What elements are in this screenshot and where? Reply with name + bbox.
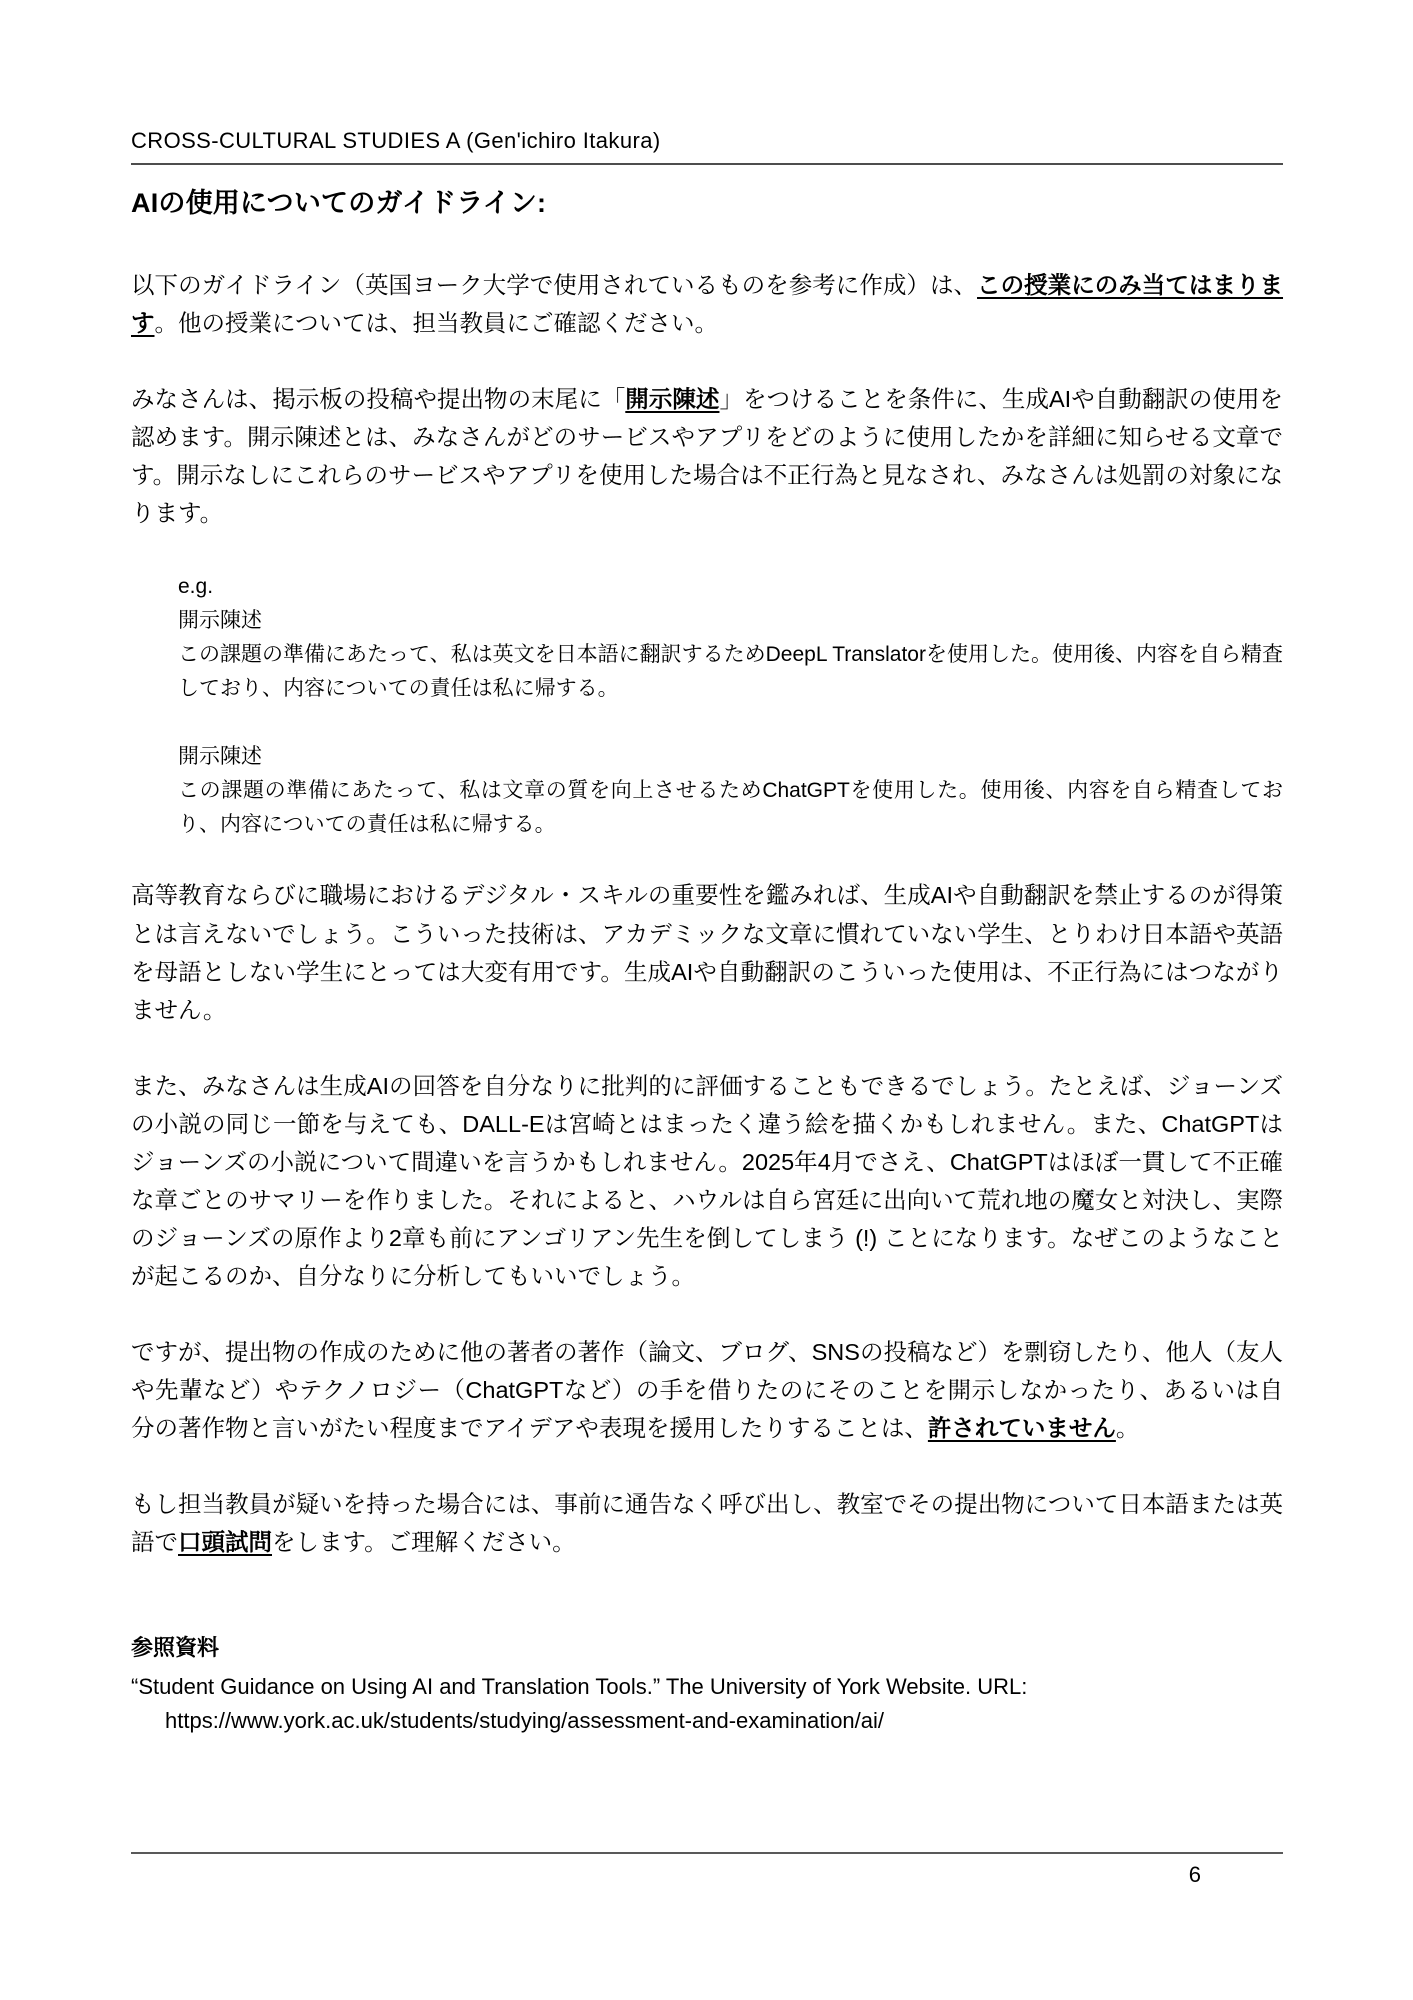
text-run: 」をつけることを条件に、生成AIや自動翻訳の使用を認めます。開示陳述とは、みなさんがどのサービスやアプリをどのように使用したかを詳細に知らせる文章です。開示なしにこれらのサービスやアプリを使用した場合は不正行為と見なされ、みなさんは処罰の対象になります。 <box>131 386 1284 527</box>
course-title: CROSS-CULTURAL STUDIES A (Gen'ichiro Itakura) <box>131 128 661 153</box>
references-section <box>131 1631 1283 1737</box>
example-block <box>178 740 1283 842</box>
paragraph <box>131 1067 1283 1295</box>
emphasized-text: この授業にのみ当てはまります <box>131 272 1284 337</box>
text-run: 。他の授業については、担当教員にご確認ください。 <box>154 310 719 337</box>
text-run: ですが、提出物の作成のために他の著者の著作（論文、ブログ、SNSの投稿など）を剽窃したり、他人（友人や先輩など）やテクノロジー（ChatGPTなど）の手を借りたのにそのことを開示しなかったり、あるいは自分の著作物と言いがたい程度までアイデアや表現を援用したりすることは、 <box>131 1339 1283 1442</box>
text-run: みなさんは、掲示板の投稿や提出物の末尾に「 <box>131 386 626 413</box>
text-run: をします。ご理解ください。 <box>272 1529 576 1556</box>
example-line: 開示陳述 <box>178 609 262 633</box>
document-body <box>131 266 1283 1561</box>
emphasized-text: 許されていません <box>927 1415 1116 1442</box>
references-heading: 参照資料 <box>131 1635 220 1661</box>
emphasized-text: 口頭試問 <box>178 1529 272 1556</box>
paragraph <box>131 1485 1283 1561</box>
paragraph <box>131 1333 1283 1447</box>
footer-divider <box>131 1852 1283 1854</box>
page-title: AIの使用についてのガイドライン: <box>131 188 547 218</box>
example-line: この課題の準備にあたって、私は文章の質を向上させるためChatGPTを使用した。使用後、内容を自ら精査しており、内容についての責任は私に帰する。 <box>178 779 1283 837</box>
example-block <box>178 570 1283 706</box>
reference-citation: “Student Guidance on Using AI and Translation Tools.” The University of York Website. URL: <box>131 1673 1028 1699</box>
example-line: この課題の準備にあたって、私は英文を日本語に翻訳するためDeepL Translatorを使用した。使用後、内容を自ら精査しており、内容についての責任は私に帰する。 <box>178 643 1283 701</box>
text-run: 以下のガイドライン（英国ヨーク大学で使用されているものを参考に作成）は、 <box>131 272 978 298</box>
page-footer <box>131 1852 1283 1888</box>
reference-entry <box>131 1670 1283 1738</box>
text-run: 高等教育ならびに職場におけるデジタル・スキルの重要性を鑑みれば、生成AIや自動翻訳を禁止するのが得策とは言えないでしょう。こういった技術は、アカデミックな文章に慣れていない学生、とりわけ日本語や英語を母語としない学生にとっては大変有用です。生成AIや自動翻訳のこういった使用は、不正行為にはつながりません。 <box>131 882 1283 1023</box>
text-run: 。 <box>1115 1415 1140 1442</box>
document-header <box>131 128 1283 165</box>
example-line: e.g. <box>178 575 214 599</box>
reference-url: https://www.york.ac.uk/students/studying/assessment-and-examination/ai/ <box>165 1707 885 1733</box>
page-number: 6 <box>1188 1862 1201 1887</box>
text-run: もし担当教員が疑いを持った場合には、事前に通告なく呼び出し、教室でその提出物について日本語または英語で <box>131 1491 1283 1556</box>
emphasized-text: 開示陳述 <box>625 386 720 413</box>
paragraph <box>131 876 1283 1028</box>
text-run: また、みなさんは生成AIの回答を自分なりに批判的に評価することもできるでしょう。たとえば、ジョーンズの小説の同じ一節を与えても、DALL-Eは宮崎とはまったく違う絵を描くかもしれません。また、ChatGPTはジョーンズの小説について間違いを言うかもしれません。2025年4月でさえ、ChatGPTはほぼ一貫して不正確な章ごとのサマリーを作りました。それによると、ハウルは自ら宮廷に出向いて荒れ地の魔女と対決し、実際のジョーンズの原作より2章も前にアンゴリアン先生を倒してしまう (!) ことになります。なぜこのようなことが起こるのか、自分なりに分析してもいいでしょう。 <box>131 1072 1283 1290</box>
example-line: 開示陳述 <box>178 745 262 769</box>
paragraph <box>131 380 1283 532</box>
paragraph <box>131 266 1283 342</box>
